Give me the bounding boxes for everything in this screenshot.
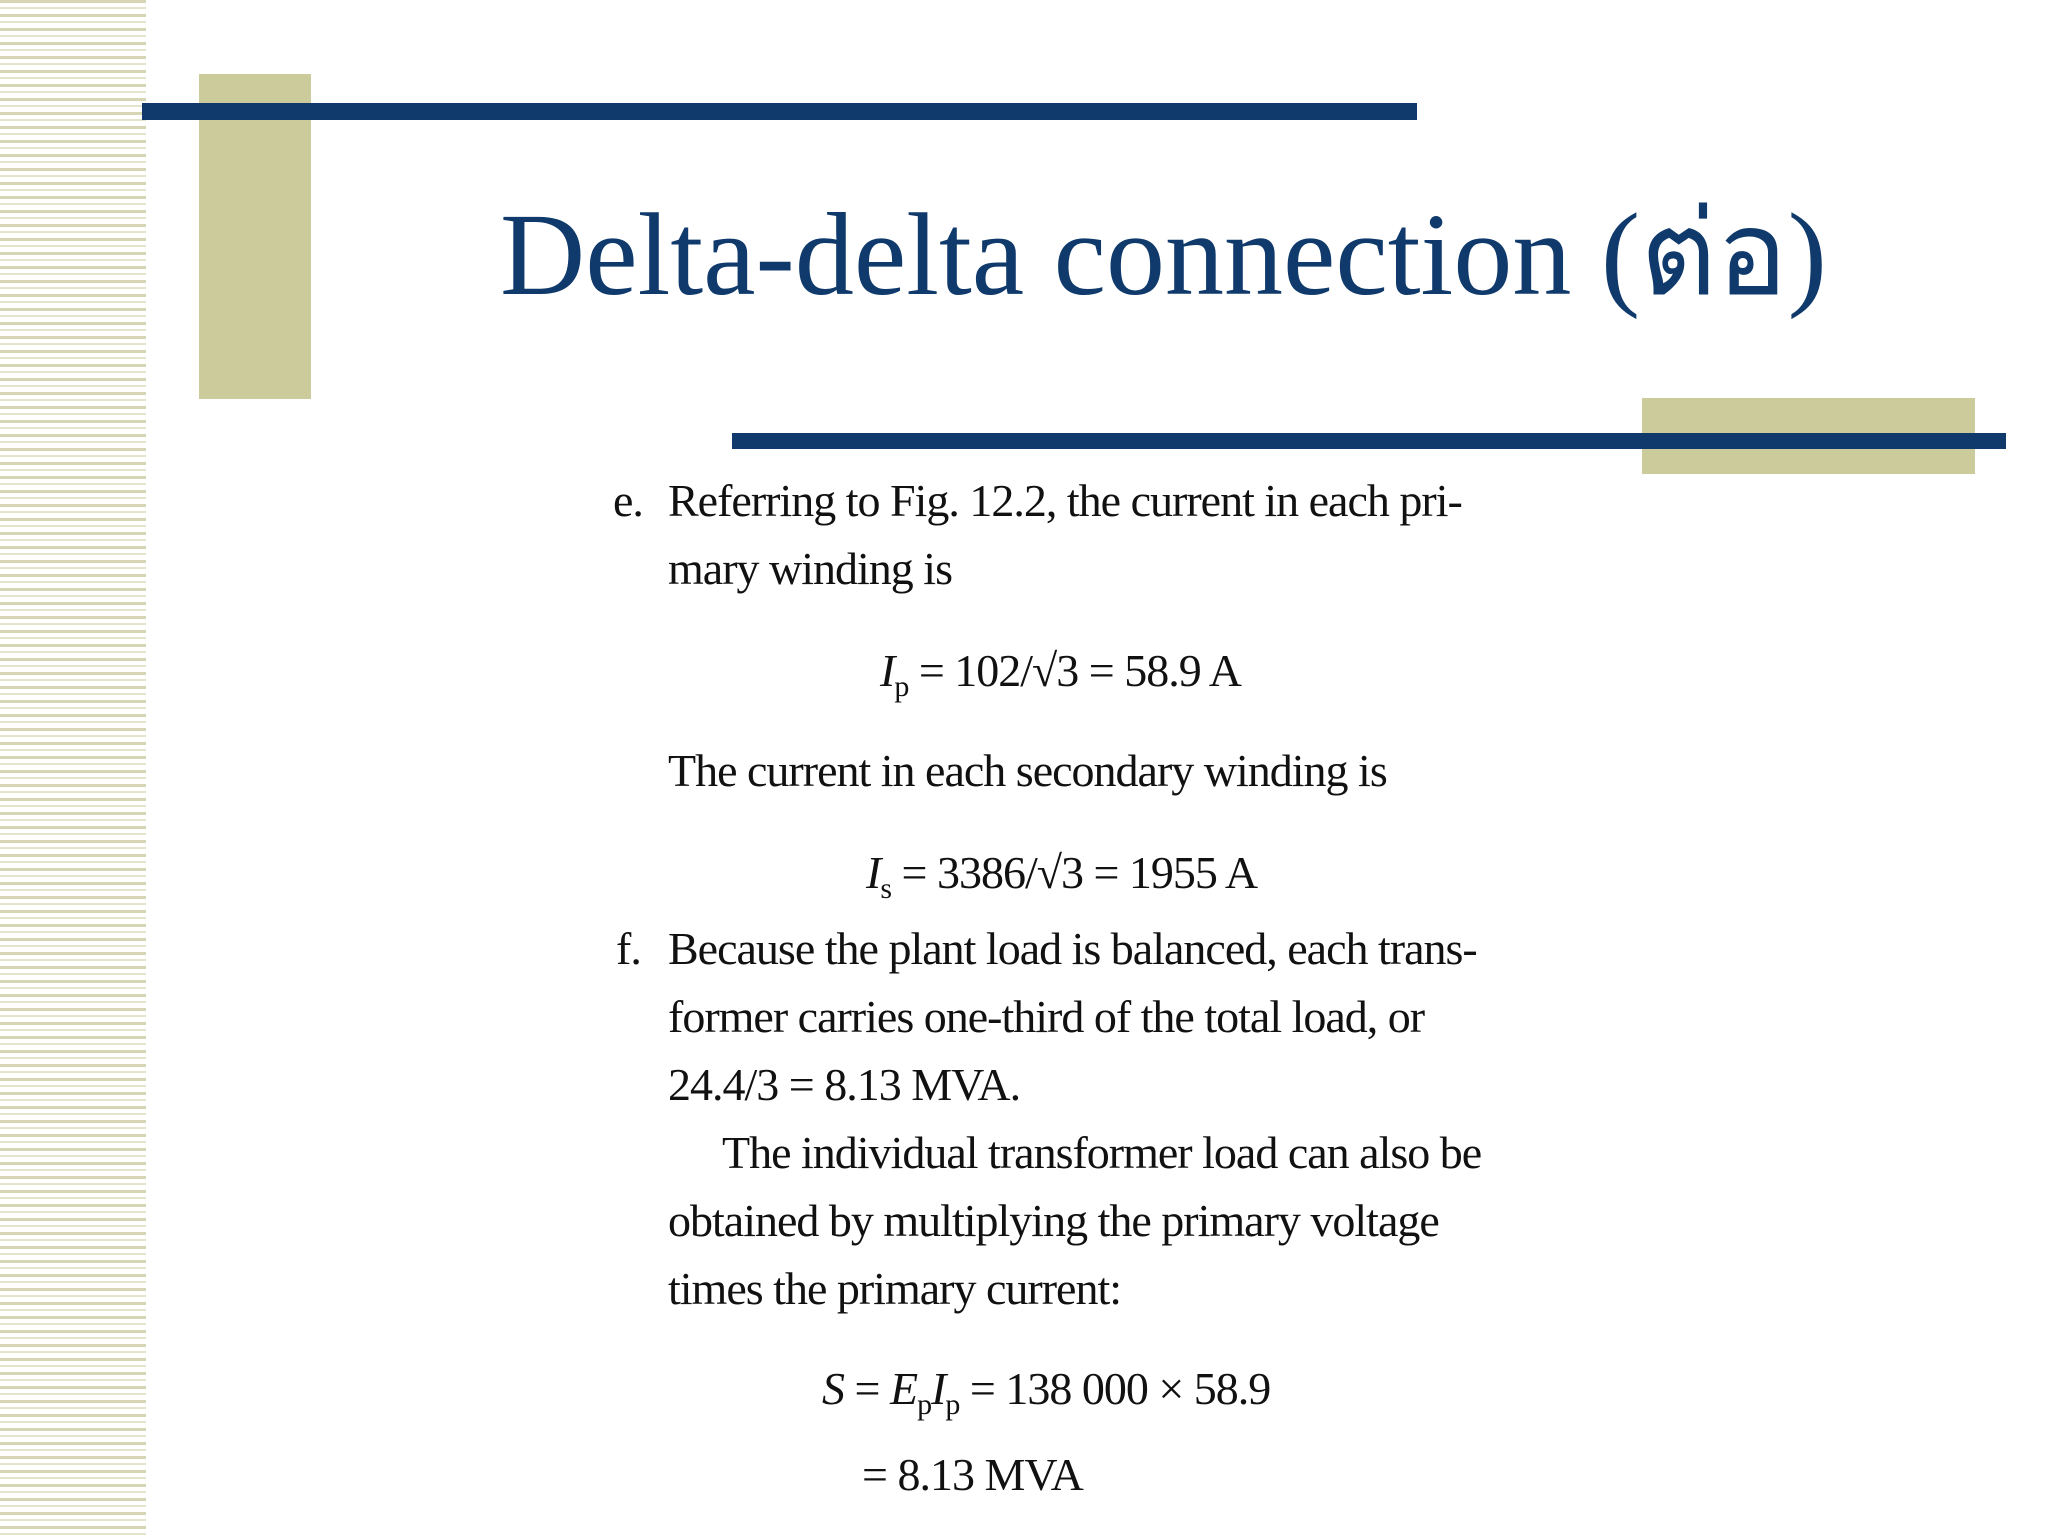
eq-ip-symbol: I xyxy=(880,645,895,696)
eq-ip-rhs: = 102/√3 = 58.9 A xyxy=(918,645,1241,696)
slide-title: Delta-delta connection (ต่อ) xyxy=(500,189,1827,320)
eq-s-e-symbol: E xyxy=(889,1363,918,1414)
item-e-line-2: mary winding is xyxy=(668,543,952,594)
item-f-line-4: The individual transformer load can also be xyxy=(722,1127,1482,1178)
eq-ip-subscript: p xyxy=(894,670,909,703)
item-f-line-1: Because the plant load is balanced, each trans- xyxy=(668,923,1477,974)
eq-is-symbol: I xyxy=(866,847,881,898)
eq-s-symbol: S xyxy=(822,1363,844,1414)
eq-s-equals: = xyxy=(854,1363,880,1414)
item-f-line-2: former carries one-third of the total load, or xyxy=(668,991,1425,1042)
item-f-line-3: 24.4/3 = 8.13 MVA. xyxy=(668,1059,1021,1110)
equation-apparent-power-result: = 8.13 MVA xyxy=(862,1449,1083,1500)
equation-apparent-power xyxy=(822,1363,1271,1421)
eq-s-e-subscript: p xyxy=(917,1388,932,1421)
equation-primary-current xyxy=(880,645,1241,703)
item-e-marker: e. xyxy=(613,475,643,526)
secondary-current-text: The current in each secondary winding is xyxy=(668,745,1387,796)
eq-is-subscript: s xyxy=(880,872,892,905)
eq-s-i-subscript: p xyxy=(945,1388,960,1421)
item-f-marker: f. xyxy=(616,923,641,974)
item-f-line-6: times the primary current: xyxy=(668,1263,1122,1314)
item-f-line-5: obtained by multiplying the primary voltage xyxy=(668,1195,1439,1246)
eq-s-i-symbol: I xyxy=(931,1363,946,1414)
eq-s-rhs: = 138 000 × 58.9 xyxy=(969,1363,1271,1414)
item-e-line-1: Referring to Fig. 12.2, the current in each pri- xyxy=(668,475,1462,526)
equation-secondary-current xyxy=(866,847,1258,905)
eq-is-rhs: = 3386/√3 = 1955 A xyxy=(901,847,1258,898)
